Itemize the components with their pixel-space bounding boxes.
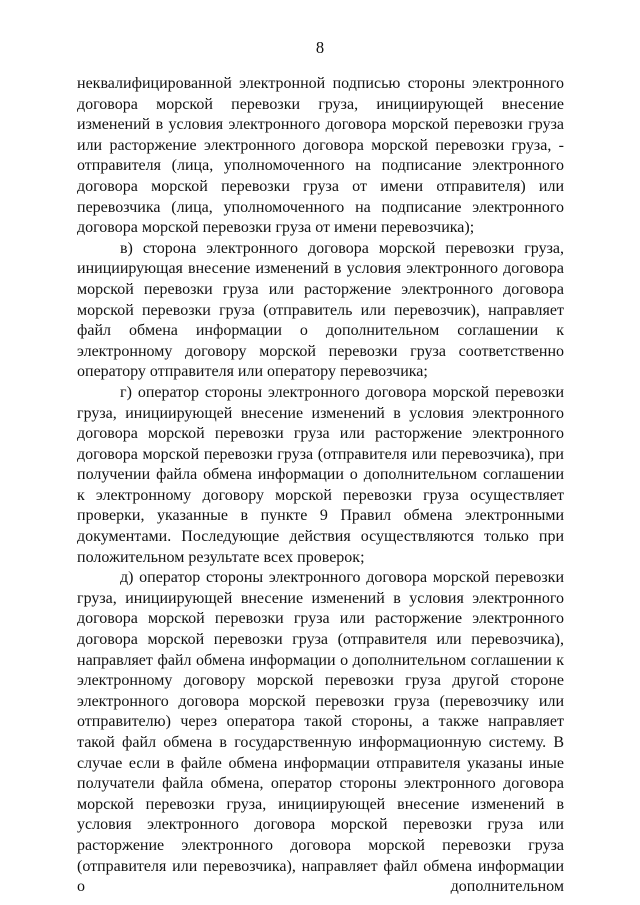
paragraph-item-g: г) оператор стороны электронного договора морской перевозки груза, инициирующей внесение изменений в условия электронного договора морской перевозки груза или расторжение электронного договора морской перевозки груза (отправителя или перевозчика), при получении файла обмена информации о дополнительном соглашении к электронному договору морской перевозки груза осуществляет проверки, указанные в пункте 9 Правил обмена электронными документами. Последующие действия осуществляются только при положительном результате всех проверок; bbox=[77, 383, 564, 566]
document-body bbox=[77, 74, 564, 898]
page-number: 8 bbox=[315, 38, 325, 57]
paragraph-continuation: неквалифицированной электронной подписью стороны электронного договора морской перевозки груза, инициирующей внесение изменений в условия электронного договора морской перевозки груза или расторжение электронного договора морской перевозки груза, - отправителя (лица, уполномоченного на подписание электронного договора морской перевозки груза от имени отправителя) или перевозчика (лица, уполномоченного на подписание электронного договора морской перевозки груза от имени перевозчика); bbox=[77, 75, 564, 237]
paragraph-item-v: в) сторона электронного договора морской перевозки груза, инициирующая внесение изменений в условия электронного договора морской перевозки груза или расторжение электронного договора морской перевозки груза (отправитель или перевозчик), направляет файл обмена информации о дополнительном соглашении к электронному договору морской перевозки груза соответственно оператору отправителя или оператору перевозчика; bbox=[77, 239, 564, 381]
paragraph-item-d: д) оператор стороны электронного договора морской перевозки груза, инициирующей внесение изменений в условия электронного договора морской перевозки груза или расторжение электронного договора морской перевозки груза (отправителя или перевозчика), направляет файл обмена информации о дополнительном соглашении к электронному договору морской перевозки груза другой стороне электронного договора морской перевозки груза (перевозчику или отправителю) через оператора такой стороны, а также направляет такой файл обмена в государственную информационную систему. В случае если в файле обмена информации отправителя указаны иные получатели файла обмена, оператор стороны электронного договора морской перевозки груза, инициирующей внесение изменений в условия электронного договора морской перевозки груза или расторжение электронного договора морской перевозки груза (отправителя или перевозчика), направляет файл обмена информации о дополнительном bbox=[77, 569, 564, 896]
